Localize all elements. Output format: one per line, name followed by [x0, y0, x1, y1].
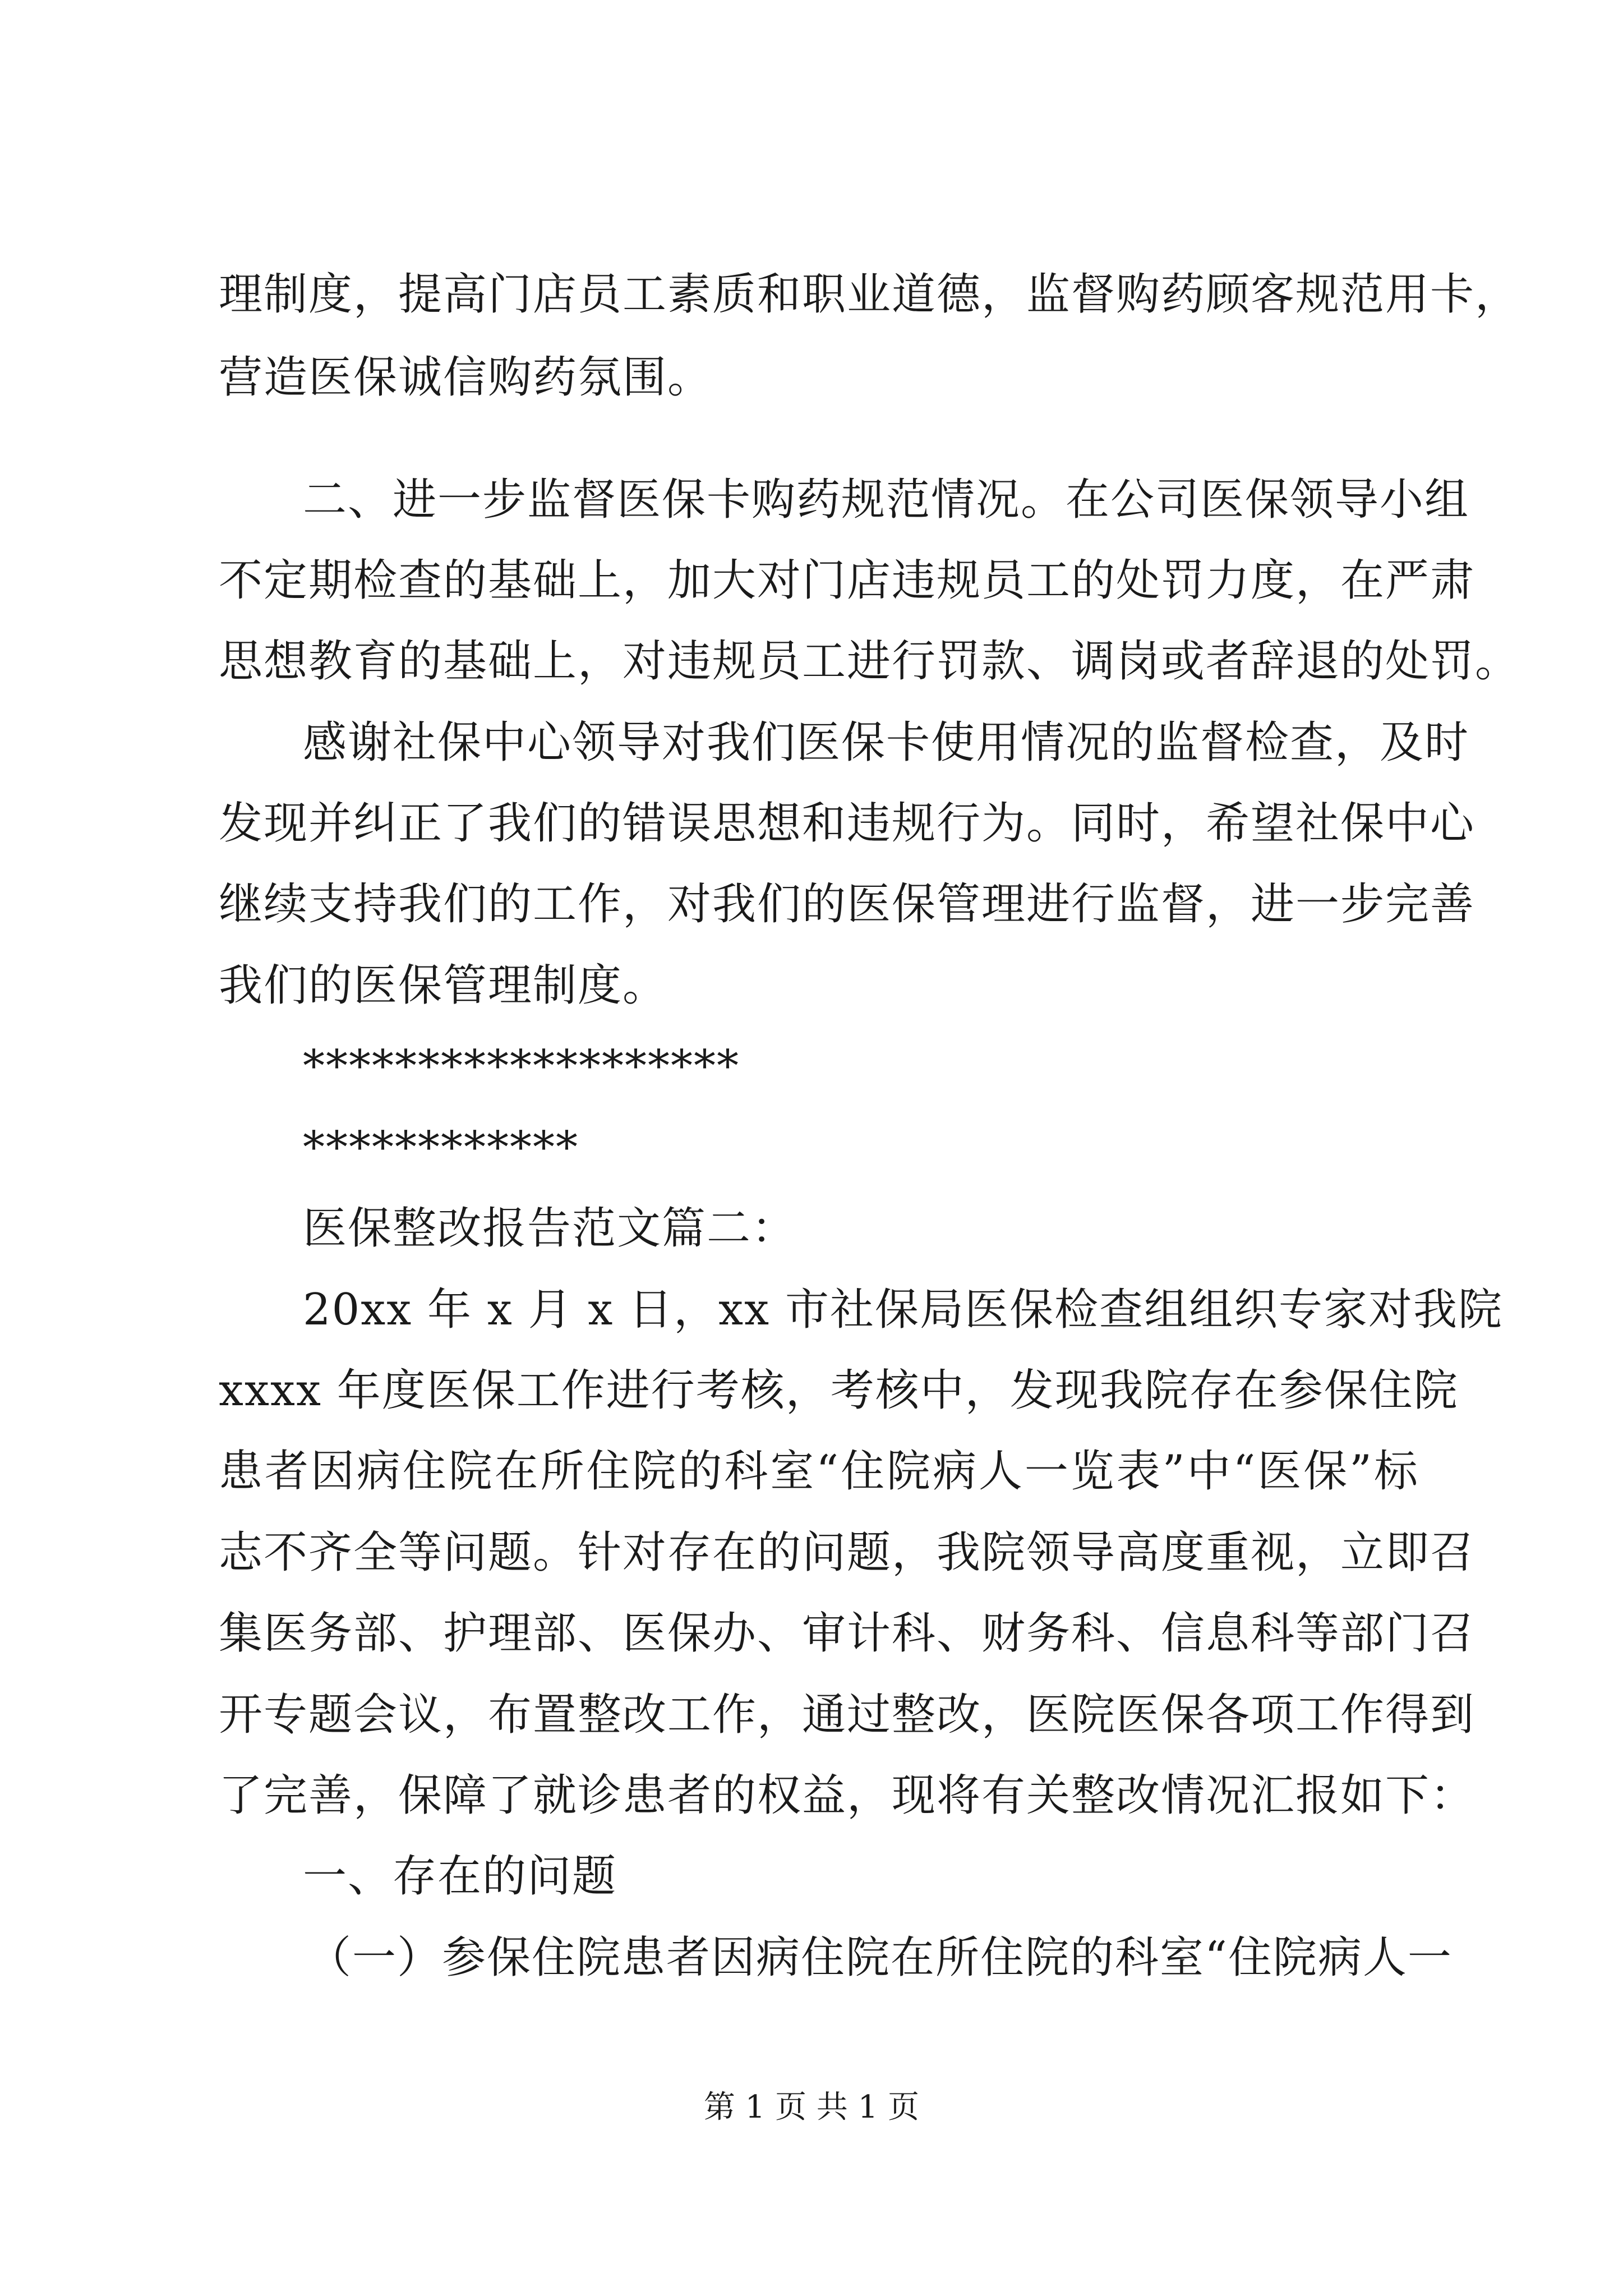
section-title: 医保整改报告范文篇二： [303, 1203, 797, 1254]
paragraph-line-8: 继续支持我们的工作，对我们的医保管理进行监督，进一步完善 [219, 879, 1476, 930]
separator-stars-1: ******************* [303, 1041, 740, 1092]
paragraph-line-9: 我们的医保管理制度。 [219, 960, 668, 1011]
paragraph-line-21: （一）参保住院患者因病住院在所住院的科室“住院病人一 [307, 1932, 1453, 1983]
page-number-footer: 第 1 页 共 1 页 [703, 2089, 920, 2125]
paragraph-line-4: 不定期检查的基础上，加大对门店违规员工的处罚力度，在严肃 [219, 555, 1476, 606]
paragraph-line-17: 集医务部、护理部、医保办、审计科、财务科、信息科等部门召 [219, 1608, 1476, 1659]
paragraph-line-2: 营造医保诚信购药氛围。 [219, 352, 713, 403]
paragraph-line-7: 发现并纠正了我们的错误思想和违规行为。同时，希望社保中心 [219, 798, 1476, 849]
separator-stars-2: ************ [303, 1122, 579, 1173]
subheading-problems: 一、存在的问题 [303, 1851, 617, 1902]
paragraph-line-19: 了完善，保障了就诊患者的权益，现将有关整改情况汇报如下： [219, 1770, 1476, 1821]
paragraph-line-16: 志不齐全等问题。针对存在的问题，我院领导高度重视，立即召 [219, 1527, 1476, 1578]
paragraph-line-5: 思想教育的基础上，对违规员工进行罚款、调岗或者辞退的处罚。 [219, 636, 1520, 687]
paragraph-line-14: xxxx 年度医保工作进行考核，考核中，发现我院存在参保住院 [219, 1365, 1459, 1416]
paragraph-line-15: 患者因病住院在所住院的科室“住院病人一览表”中“医保”标 [219, 1446, 1419, 1497]
paragraph-line-1: 理制度，提高门店员工素质和职业道德，监督购药顾客规范用卡， [219, 269, 1520, 320]
paragraph-line-6: 感谢社保中心领导对我们医保卡使用情况的监督检查，及时 [303, 717, 1470, 768]
paragraph-line-18: 开专题会议，布置整改工作，通过整改，医院医保各项工作得到 [219, 1690, 1476, 1740]
paragraph-line-13: 20xx 年 x 月 x 日，xx 市社保局医保检查组组织专家对我院 [303, 1285, 1503, 1335]
paragraph-line-3: 二、进一步监督医保卡购药规范情况。在公司医保领导小组 [303, 475, 1470, 525]
